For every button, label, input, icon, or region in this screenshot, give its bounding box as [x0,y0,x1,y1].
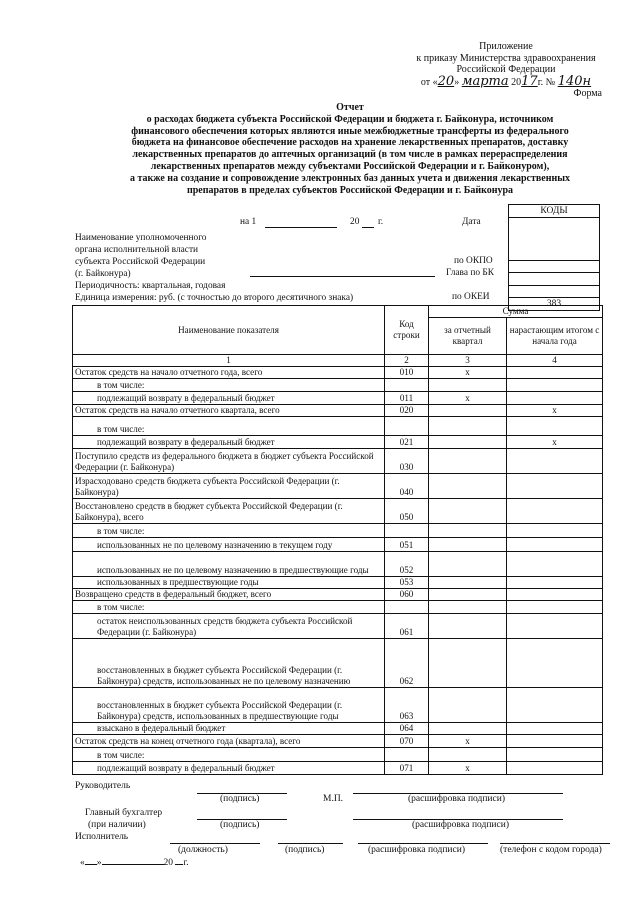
row-label: Поступило средств из федерального бюджета в бюджет субъекта Российской Федерации (г. Байконура) [73,449,385,474]
table-row [73,449,603,474]
row-value-cumulative[interactable] [507,748,603,762]
col-header-quarter: за отчетный квартал [429,318,507,355]
table-row [73,723,603,735]
row-value-cumulative[interactable] [507,449,603,474]
periodicity-label: Периодичность: квартальная, годовая [75,281,226,291]
row-value-quarter[interactable] [429,614,507,639]
form-label: Форма [573,88,602,99]
row-code [385,748,429,762]
row-value-quarter[interactable] [429,723,507,735]
row-label: в том числе: [73,417,385,436]
table-row [73,748,603,762]
code-okpo-cell[interactable] [509,260,600,273]
row-code: 040 [385,474,429,499]
date-label: Дата [462,217,481,227]
sign-month-field[interactable] [102,864,164,865]
table-row [73,639,603,688]
row-code: 063 [385,688,429,723]
col-number: 4 [507,355,603,367]
table-row [73,589,603,601]
order-day: 20 [437,73,455,89]
row-value-quarter[interactable] [429,499,507,524]
executor-name-field[interactable] [358,843,488,844]
appendix-label: Приложение [479,41,533,52]
table-row [73,417,603,436]
row-code: 051 [385,538,429,552]
executor-label: Исполнитель [75,832,129,842]
organization-label: Наименование уполномоченного органа исполнительной власти субъекта Российской Федерации (г. Байконура) [75,233,207,279]
sign-year-field[interactable] [175,864,183,865]
row-code: 060 [385,589,429,601]
row-value-quarter: x [429,735,507,748]
code-glava-cell[interactable] [509,273,600,286]
table-row [73,524,603,538]
table-row [73,405,603,417]
col-number: 3 [429,355,507,367]
row-label: в том числе: [73,748,385,762]
row-code: 053 [385,577,429,589]
code-date-cell[interactable] [509,217,600,260]
row-code: 062 [385,639,429,688]
row-label: восстановленных в бюджет субъекта Российской Федерации (г. Байконура) средств, использованных не по целевому назначению [73,639,385,688]
sign-day-field[interactable] [85,864,97,865]
row-label: подлежащий возврату в федеральный бюджет [73,392,385,405]
row-label: взыскано в федеральный бюджет [73,723,385,735]
row-label: Остаток средств на конец отчетного года (квартала), всего [73,735,385,748]
row-code: 064 [385,723,429,735]
code-period-cell[interactable] [509,285,600,298]
row-value-quarter[interactable] [429,688,507,723]
accountant-label: Главный бухгалтер [85,808,163,818]
report-table-body [73,367,603,775]
row-value-quarter[interactable] [429,474,507,499]
okpo-label: по ОКПО [454,256,493,266]
report-title: Отчет о расходах бюджета субъекта Российской Федерации и бюджета г. Байконура, источником финансового обеспечения которых являются иные межбюджетные трансферты из федерального бюджета на финансовое обеспечение расходов на хранение лекарственных препаратов, доставку лекарственных препаратов до аптечных организаций (в том числе в рамках перераспределения лекарственных препаратов между субъектами Российской Федерации и г. Байконуром), а также на создание и сопровождение электронных баз данных учета и движения лекарственных препаратов в пределах субъектов Российской Федерации и г. Байконура [129,102,571,196]
order-line: к приказу Министерства здравоохранения [416,52,596,64]
row-label: Остаток средств на начало отчетного года, всего [73,367,385,379]
row-value-cumulative[interactable] [507,639,603,688]
row-value-quarter[interactable] [429,577,507,589]
row-value-cumulative: x [507,405,603,417]
organization-field[interactable] [250,276,435,277]
row-value-cumulative[interactable] [507,614,603,639]
col-header-cumulative: нарастающим итогом с начала года [507,318,603,355]
row-code [385,417,429,436]
table-row [73,392,603,405]
code-okei-cell: 383 [509,298,600,311]
row-value-quarter[interactable] [429,436,507,449]
col-header-name: Наименование показателя [73,306,385,355]
order-number: 140н [557,73,592,89]
row-value-cumulative[interactable] [507,379,603,392]
row-value-cumulative[interactable] [507,723,603,735]
executor-position-field[interactable] [170,843,260,844]
row-value-cumulative[interactable] [507,474,603,499]
row-label: в том числе: [73,379,385,392]
row-label: остаток неиспользованных средств бюджета субъекта Российской Федерации (г. Байконура) [73,614,385,639]
codes-header: КОДЫ [509,205,600,218]
report-year-field[interactable] [362,227,374,228]
row-code: 052 [385,552,429,577]
row-value-cumulative[interactable] [507,577,603,589]
table-row [73,538,603,552]
executor-signature-field[interactable] [278,843,343,844]
col-number: 2 [385,355,429,367]
row-value-quarter[interactable] [429,524,507,538]
row-code: 050 [385,499,429,524]
report-date-field[interactable] [265,227,337,228]
row-label: Израсходовано средств бюджета субъекта Российской Федерации (г. Байконура) [73,474,385,499]
row-label: использованных в предшествующие годы [73,577,385,589]
row-label: восстановленных в бюджет субъекта Российской Федерации (г. Байконура) средств, использованных в предшествующие годы [73,688,385,723]
unit-label: Единица измерения: руб. (с точностью до второго десятичного знака) [75,293,354,303]
row-code: 071 [385,762,429,775]
codes-table [508,204,600,311]
row-value-quarter: x [429,392,507,405]
row-code [385,524,429,538]
row-code: 011 [385,392,429,405]
row-label: в том числе: [73,524,385,538]
row-code [385,379,429,392]
row-value-quarter[interactable] [429,379,507,392]
row-value-cumulative[interactable] [507,688,603,723]
okei-label: по ОКЕИ [452,292,490,302]
row-code: 030 [385,449,429,474]
row-code: 061 [385,614,429,639]
row-label: Возвращено средств в федеральный бюджет, всего [73,589,385,601]
row-value-cumulative: x [507,436,603,449]
row-value-cumulative[interactable] [507,367,603,379]
order-year: 17 [521,73,538,89]
executor-phone-field[interactable] [500,843,610,844]
report-date-line: на 1 [240,217,257,227]
table-row [73,601,603,614]
row-value-quarter[interactable] [429,538,507,552]
report-table [72,305,603,775]
row-value-quarter[interactable] [429,601,507,614]
row-value-cumulative[interactable] [507,735,603,748]
row-label: Остаток средств на начало отчетного квартала, всего [73,405,385,417]
col-header-code: Код строки [385,306,429,355]
table-row [73,614,603,639]
stamp-place: М.П. [323,794,344,804]
row-label: подлежащий возврату в федеральный бюджет [73,762,385,775]
row-value-quarter[interactable] [429,449,507,474]
row-value-quarter[interactable] [429,639,507,688]
table-row [73,367,603,379]
row-code: 010 [385,367,429,379]
row-value-cumulative[interactable] [507,392,603,405]
col-number: 1 [73,355,385,367]
row-value-quarter: x [429,762,507,775]
sign-date: « » 20 г. [80,858,189,868]
row-label: подлежащий возврату в федеральный бюджет [73,436,385,449]
order-month: марта [461,73,509,89]
table-row [73,436,603,449]
row-value-cumulative[interactable] [507,552,603,577]
table-row [73,762,603,775]
table-row [73,577,603,589]
row-value-quarter[interactable] [429,417,507,436]
table-row [73,379,603,392]
row-value-cumulative[interactable] [507,601,603,614]
row-label: использованных не по целевому назначению в предшествующие годы [73,552,385,577]
row-code [385,601,429,614]
glava-label: Глава по БК [446,268,495,278]
row-value-quarter[interactable] [429,589,507,601]
table-row [73,735,603,748]
table-row [73,499,603,524]
row-code: 070 [385,735,429,748]
row-code: 020 [385,405,429,417]
row-value-quarter[interactable] [429,748,507,762]
order-date-line: от «20» марта 2017г. № 140н [420,73,592,89]
table-row [73,474,603,499]
row-value-cumulative[interactable] [507,762,603,775]
row-label: Восстановлено средств в бюджет субъекта Российской Федерации (г. Байконура), всего [73,499,385,524]
row-value-cumulative[interactable] [507,417,603,436]
table-row [73,552,603,577]
row-value-cumulative[interactable] [507,538,603,552]
ministry-line: Российской Федерации [456,64,556,75]
order-reference [406,41,606,100]
row-value-quarter[interactable] [429,552,507,577]
row-label: в том числе: [73,601,385,614]
row-label: использованных не по целевому назначению в текущем году [73,538,385,552]
row-value-cumulative[interactable] [507,589,603,601]
row-value-quarter: x [429,367,507,379]
row-value-cumulative[interactable] [507,524,603,538]
row-value-quarter[interactable] [429,405,507,417]
row-code: 021 [385,436,429,449]
head-label: Руководитель [75,781,131,791]
table-row [73,688,603,723]
row-value-cumulative[interactable] [507,499,603,524]
col-header-sum: Сумма [429,306,603,318]
